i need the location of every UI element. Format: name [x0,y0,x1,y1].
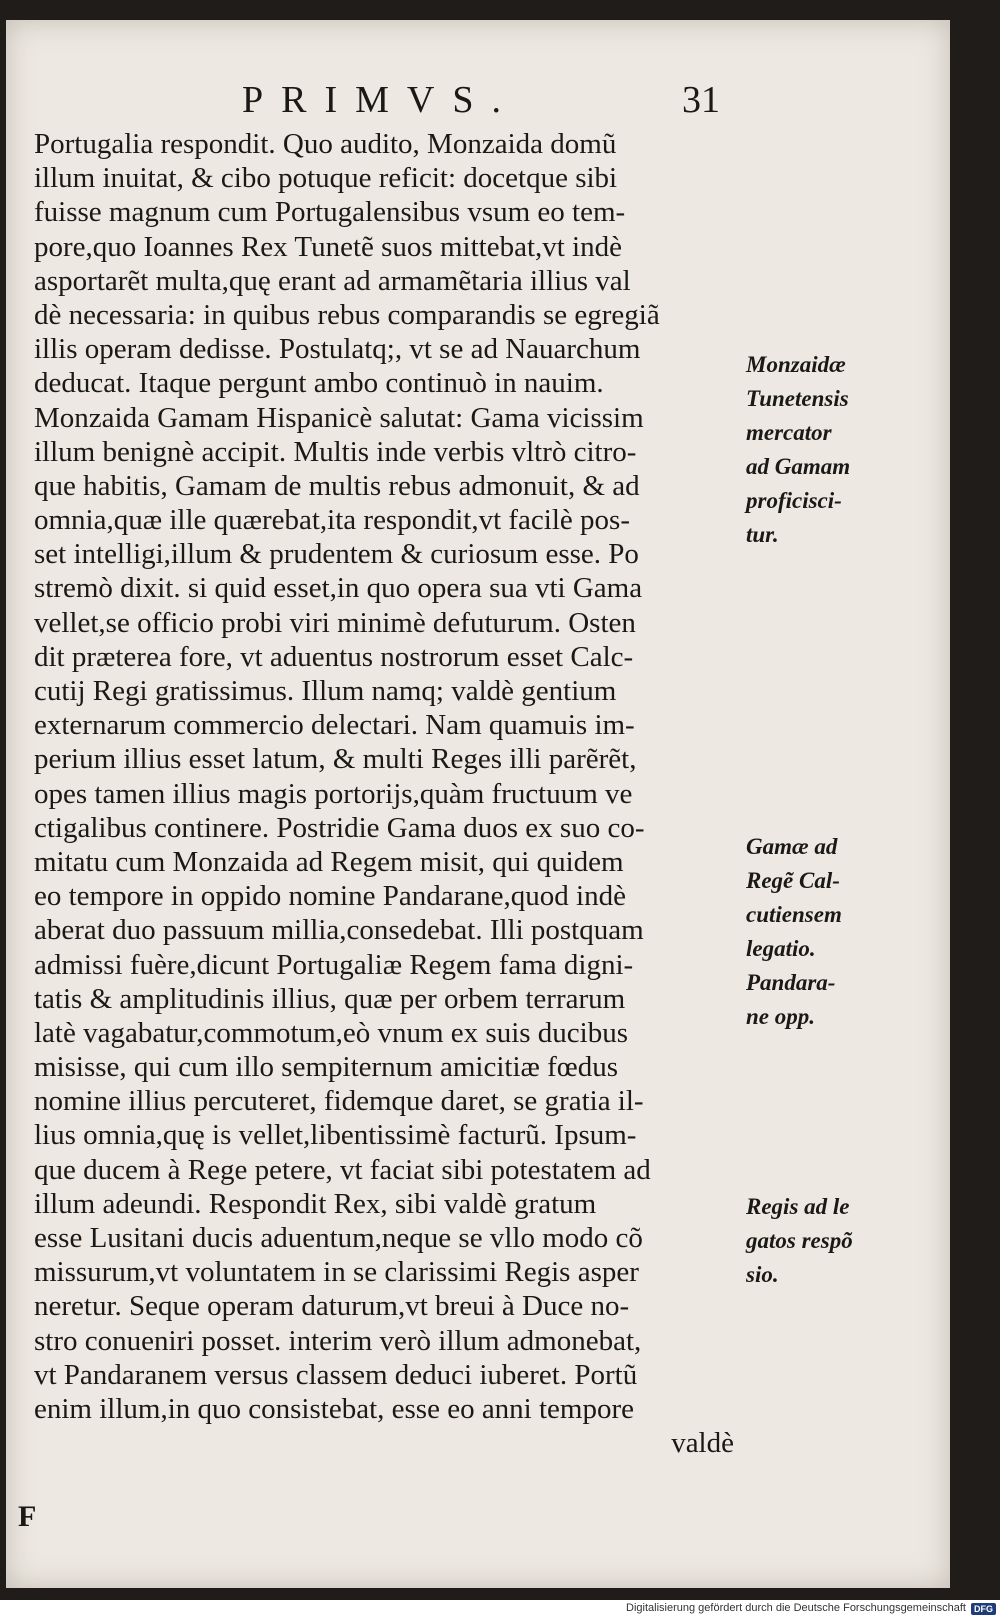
text-line: esse Lusitani ducis aduentum,neque se vllo modo cõ [34,1222,643,1254]
text-line: illum inuitat, & cibo potuque reficit: docetque sibi [34,162,618,195]
marginal-note-2 [746,830,946,1034]
marginal-note-line: Monzaidæ [746,352,846,377]
text-line: asportarẽt multa,quę erant ad armamẽtaria illius val [34,264,631,297]
text-line: Portugalia respondit. Quo audito, Monzaida domũ [34,128,617,160]
text-line: eo tempore in oppido nomine Pandarane,quod indè [34,880,626,913]
text-line: misisse, qui cum illo sempiternum amicitiæ fœdus [34,1051,618,1084]
text-line: illum benignè accipit. Multis inde verbis vltrò citro- [34,435,637,468]
text-line: vellet,se officio probi viri minimè defuturum. Osten [34,606,636,639]
text-line: Monzaida Gamam Hispanicè salutat: Gama vicissim [34,401,644,434]
text-line: illum adeundi. Respondit Rex, sibi valdè gratum [34,1187,597,1220]
text-line: dè necessaria: in quibus rebus comparandis se egregiã [34,298,660,331]
marginal-note-line: mercator [746,420,832,445]
text-line: perium illius esset latum, & multi Reges illi parẽrẽt, [34,743,637,776]
marginal-note-line: Pandara- [746,970,836,995]
catchword: valdè [671,1427,734,1460]
marginal-note-1 [746,348,946,552]
text-line: ctigalibus continere. Postridie Gama duos ex suo co- [34,811,645,844]
text-line: pore,quo Ioannes Rex Tunetẽ suos mittebat,vt indè [34,230,622,263]
text-line: enim illum,in quo consistebat, esse eo anni tempore [34,1392,635,1425]
marginal-note-3 [746,1190,946,1292]
text-line: stro conueniri posset. interim verò illum admonebat, [34,1324,642,1357]
page-header [6,78,950,128]
text-line: omnia,quæ ille quærebat,ita respondit,vt facilè pos- [34,504,630,537]
text-line: admissi fuère,dicunt Portugaliæ Regem fama digni- [34,948,634,981]
text-line: fuisse magnum cum Portugalensibus vsum eo tem- [34,196,626,229]
marginal-note-line: ne opp. [746,1004,815,1029]
running-head: PRIMVS. [242,79,519,121]
marginal-note-line: proficisci- [746,488,842,513]
text-line: mitatu cum Monzaida ad Regem misit, qui quidem [34,845,624,878]
text-line: tatis & amplitudinis illius, quæ per orbem terrarum [34,982,626,1015]
text-line: neretur. Seque operam daturum,vt breui à Duce no- [34,1290,630,1323]
marginal-note-line: Regis ad le [746,1194,850,1219]
marginal-note-line: Gamæ ad [746,834,838,859]
body-text [34,127,734,1460]
marginal-note-line: gatos respõ [746,1228,853,1253]
marginal-note-line: legatio. [746,936,816,961]
dfg-logo: DFG [971,1603,996,1615]
text-line: vt Pandaranem versus classem deduci iuberet. Portũ [34,1358,638,1391]
text-line: nomine illius percuteret, fidemque daret, se gratia il- [34,1085,644,1118]
book-page [6,20,950,1588]
marginal-note-line: sio. [746,1262,779,1287]
text-line: dit præterea fore, vt aduentus nostrorum esset Calc- [34,640,634,673]
marginal-note-line: Regẽ Cal- [746,868,840,893]
signature-mark: F [18,1500,37,1533]
page-number: 31 [682,79,720,121]
footer-bar [0,1600,1000,1621]
text-line: aberat duo passuum millia,consedebat. Illi postquam [34,914,644,947]
text-line: opes tamen illius magis portorijs,quàm fructuum ve [34,777,633,810]
marginal-note-line: Tunetensis [746,386,849,411]
text-line: cutij Regi gratissimus. Illum namq; valdè gentium [34,675,617,707]
marginal-note-line: tur. [746,522,779,547]
text-line: missurum,vt voluntatem in se clarissimi Regis asper [34,1256,639,1289]
text-line: illis operam dedisse. Postulatq;, vt se ad Nauarchum [34,333,641,366]
text-line: latè vagabatur,commotum,eò vnum ex suis ducibus [34,1016,629,1049]
text-line: externarum commercio delectari. Nam quamuis im- [34,709,635,742]
marginal-note-line: ad Gamam [746,454,851,479]
text-line: que ducem à Rege petere, vt faciat sibi potestatem ad [34,1153,651,1186]
text-line: set intelligi,illum & prudentem & curiosum esse. Po [34,538,639,571]
text-line: deducat. Itaque pergunt ambo continuò in nauim. [34,367,604,400]
marginal-note-line: cutiensem [746,902,842,927]
text-line: stremò dixit. si quid esset,in quo opera sua vti Gama [34,572,643,605]
text-line: que habitis, Gamam de multis rebus admonuit, & ad [34,469,640,502]
text-line: lius omnia,quę is vellet,libentissimè facturũ. Ipsum- [34,1119,637,1152]
footer-credit: Digitalisierung gefördert durch die Deutsche Forschungsgemeinschaft [626,1602,966,1614]
